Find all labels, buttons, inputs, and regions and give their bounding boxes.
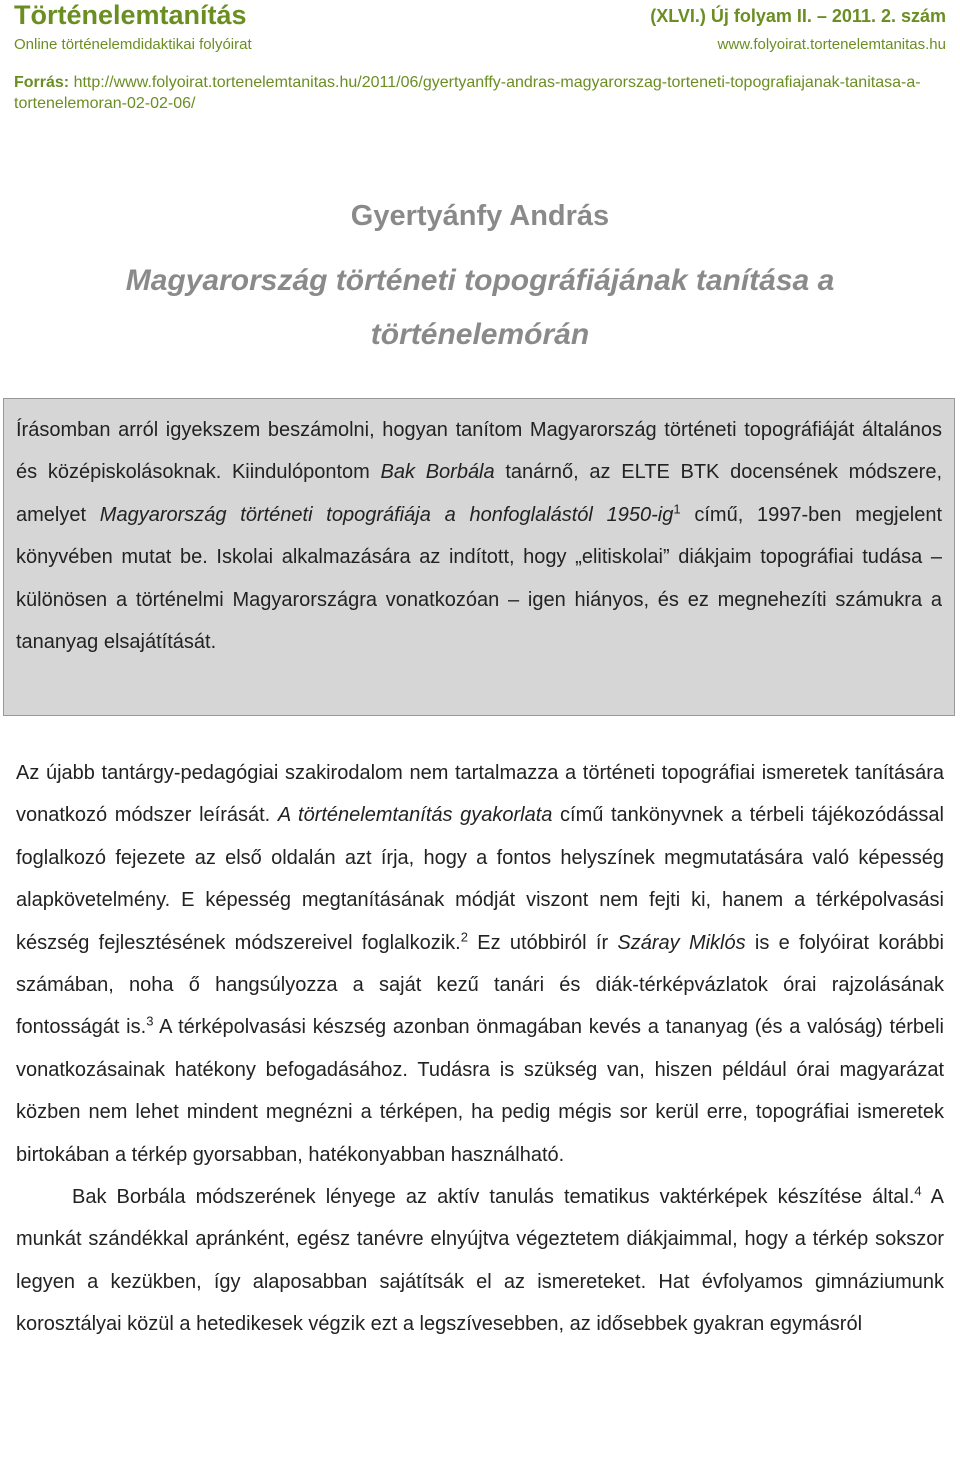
body-book-title: A történelemtanítás gyakorlata [277,804,553,827]
body-person-name: Száray Miklós [617,931,746,954]
body-paragraph-1 [16,752,944,1176]
abstract-text-2: tanárnő, az ELTE BTK docensének módszere, amelyet [16,461,943,526]
body-text: A munkát szándékkal apránként, egész tanévre elnyújtva végeztetem diákjaimmal, hogy a térkép sokszor legyen a kezükben, így alaposabban sajátítsák el az ismereteket. Hat évfolyamos gimnáziumunk korosztályai közül a hetedikesek végzik ezt a legszívesebben, az idősebbek gyakran egymásról [16,1186,944,1336]
abstract-text-3: című, 1997-ben megjelent könyvében mutat be. Iskolai alkalmazására az indított, hogy „elitiskolai” diákjaim topográfiai tudása – különösen a történelmi Magyarországra vonatkozóan – igen hiányos, és ez megnehezíti számukra a tananyag elsajátítását. [16,503,942,654]
article-body [16,752,944,1346]
article-title [60,254,900,362]
journal-title: Történelemtanítás [14,0,247,30]
body-text: Ez utóbbiról ír [467,931,618,954]
abstract-box [3,398,955,716]
footnote-ref-2[interactable]: 2 [460,928,468,944]
article-title-line-1: Magyarország történeti topográfiájának tanítása a [125,264,835,297]
footnote-ref-3[interactable]: 3 [146,1013,154,1029]
body-text: A térképolvasási készség azonban önmagában kevés a tananyag (és a valóság) térbeli vonatkozásainak hatékony befogadásához. Tudásra is szükség van, hiszen például órai magyarázat közben nem lehet mindent megnézni a térképen, ha pedig mégis sor kerül erre, topográfiai ismeretek birtokában a térkép gyorsabban, hatékonyabban használható. [16,1016,945,1166]
abstract-text-1: Írásomban arról igyekszem beszámolni, hogyan tanítom Magyarország történeti topográfiáját általános és középiskolásoknak. Kiindulópontom [16,419,942,484]
abstract-person-name: Bak Borbála [380,461,495,484]
source-url-link[interactable]: http://www.folyoirat.tortenelemtanitas.hu/2011/06/gyertyanffy-andras-magyarorszag-torteneti-topografiajanak-tanitasa-a-tortenelemoran-02-02-06/ [14,74,921,112]
body-text: Az újabb tantárgy-pedagógiai szakirodalom nem tartalmazza a történeti topográfiai ismeretek tanítására vonatkozó módszer leírását. [16,762,944,827]
footnote-ref-1[interactable]: 1 [673,501,681,517]
body-paragraph-2 [16,1176,944,1346]
journal-subtitle: Online történelemdidaktikai folyóirat [14,36,252,53]
issue-label: (XLVI.) Új folyam II. – 2011. 2. szám [650,6,946,26]
article-title-line-2: történelemórán [370,318,590,351]
abstract-book-title: Magyarország történeti topográfiája a honfoglalástól 1950-ig [99,503,674,526]
abstract-paragraph [16,409,942,663]
body-text: Bak Borbála módszerének lényege az aktív tanulás tematikus vaktérképek készítése által. [72,1186,915,1209]
source-label: Forrás: [14,74,70,91]
author-name: Gyertyánfy András [350,200,610,232]
body-text: is e folyóirat korábbi számában, noha ő hangsúlyozza a saját kezű tanári és diák-térképvázlatok órai rajzolásának fontosságát is. [16,931,944,1039]
source-line [14,72,944,114]
body-text: című tankönyvnek a térbeli tájékozódással foglalkozó fejezete az első oldalán azt írja, hogy a fontos helyszínek megmutatására való képesség alapkövetelmény. E képesség megtanításának módját viszont nem fejti ki, hanem a térképolvasási készség fejlesztésének módszereivel foglalkozik. [16,804,944,954]
journal-website-link[interactable]: www.folyoirat.tortenelemtanitas.hu [717,36,946,53]
footnote-ref-4[interactable]: 4 [914,1183,922,1199]
